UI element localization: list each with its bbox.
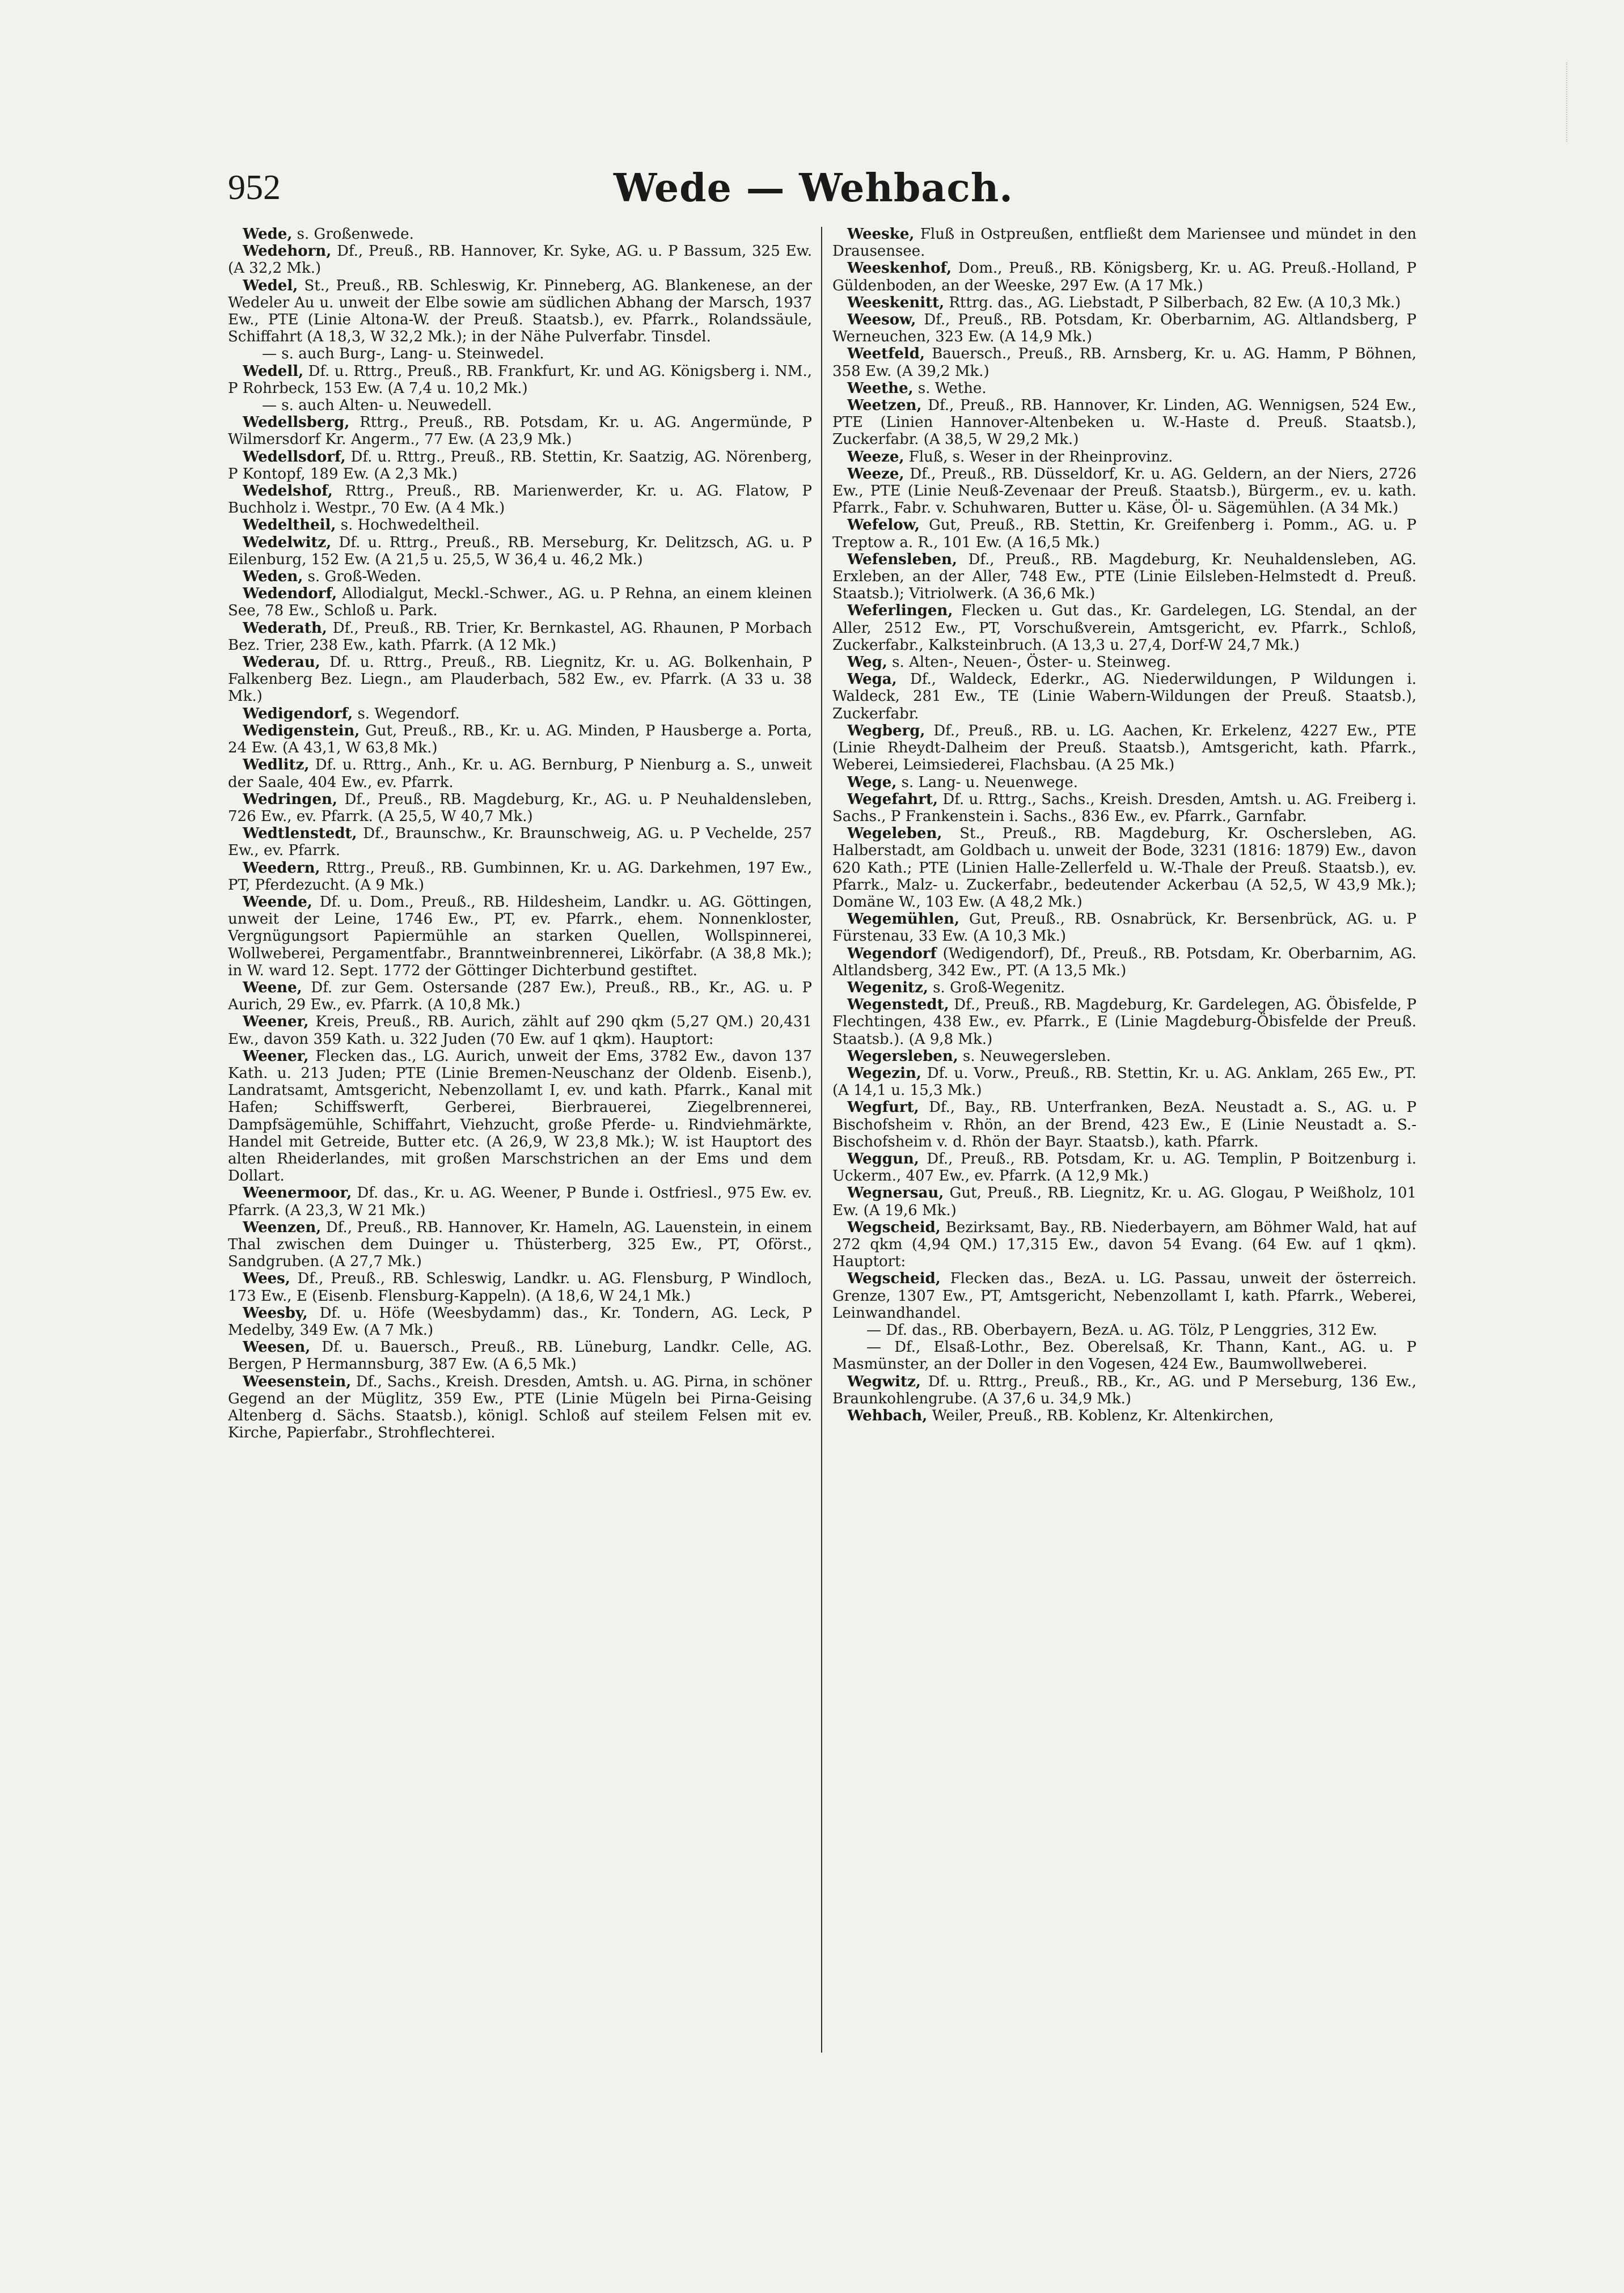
gazetteer-entry [228, 568, 812, 585]
entry-text: s. Lang- u. Neuenwege. [896, 773, 1078, 791]
entry-text: Df. u. Rttrg., Preuß., RB., Kr., AG. und P Merseburg, 136 Ew., Braunkohlengrube. (A 37,6 u. 34,9 Mk.) [832, 1373, 1416, 1407]
gazetteer-entry [832, 774, 1416, 791]
gazetteer-entry [228, 705, 812, 722]
running-head: Wede — Wehbach. [614, 166, 1013, 211]
entry-text: Flecken u. Gut das., Kr. Gardelegen, LG. Stendal, an der Aller, 2512 Ew., PT, Vorschußverein, Amtsgericht, ev. Pfarrk., Schloß, Zuckerfabr., Kalksteinbruch. (A 13,3 u. 27,4, Dorf-W 24,7 Mk.) [832, 602, 1416, 654]
gazetteer-entry [832, 1373, 1416, 1407]
entry-text: Kreis, Preuß., RB. Aurich, zählt auf 290 qkm (5,27 QM.) 20,431 Ew., davon 359 Kath. u. 322 Juden (70 Ew. auf 1 qkm). Hauptort: [228, 1013, 812, 1048]
entry-headword: Wegendorf [847, 945, 937, 962]
gazetteer-entry [228, 277, 812, 346]
entry-headword: Wegersleben, [847, 1047, 958, 1065]
entry-headword: Wees, [243, 1270, 290, 1288]
entry-headword: Wegefahrt, [847, 790, 938, 808]
entry-text: Df., Preuß., RB. Hannover, Kr. Hameln, AG. Lauenstein, in einem Thal zwischen dem Duinger u. Thüsterberg, 325 Ew., PT, Oförst., Sandgruben. (A 27,7 Mk.) [228, 1219, 812, 1271]
entry-headword: Wedringen, [243, 790, 337, 808]
entry-text: Df., Preuß., RB. Magdeburg, Kr., AG. u. P Neuhaldensleben, 726 Ew., ev. Pfarrk. (A 25,5, W 40,7 Mk.) [228, 790, 812, 825]
gazetteer-entry [832, 466, 1416, 517]
gazetteer-entry [832, 791, 1416, 825]
gazetteer-entry [832, 1048, 1416, 1065]
entry-text: Gut, Preuß., RB. Stettin, Kr. Greifenberg i. Pomm., AG. u. P Treptow a. R., 101 Ew. (A 16,5 Mk.) [832, 517, 1416, 551]
gazetteer-entry [832, 294, 1416, 311]
entry-headword: Weg, [847, 654, 887, 671]
entry-text: Gut, Preuß., RB. Osnabrück, Kr. Bersenbrück, AG. u. P Fürstenau, 33 Ew. (A 10,3 Mk.) [832, 911, 1416, 945]
entry-text: Gut, Preuß., RB., Kr. u. AG. Minden, P Hausberge a. Porta, 24 Ew. (A 43,1, W 63,8 Mk.) [228, 722, 812, 757]
gazetteer-entry [228, 1305, 812, 1339]
gazetteer-entry [832, 602, 1416, 654]
entry-headword: Wegberg, [847, 722, 925, 739]
gazetteer-entry [228, 1048, 812, 1185]
entry-headword: Weeze, [847, 465, 904, 483]
entry-text: Fluß, s. Weser in der Rheinprovinz. [904, 448, 1173, 466]
entry-text: Df., Preuß., RB. u. LG. Aachen, Kr. Erkelenz, 4227 Ew., PTE (Linie Rheydt-Dalheim der Preuß. Staatsb.), Amtsgericht, kath. Pfarrk., Weberei, Leimsiederei, Flachsbau. (A 25 Mk.) [832, 722, 1416, 774]
entry-headword: Weesow, [847, 311, 916, 329]
entry-text: Df. u. Rttrg., Preuß., RB. Liegnitz, Kr. u. AG. Bolkenhain, P Falkenberg Bez. Liegn., am Plauderbach, 582 Ew., ev. Pfarrk. (A 33 u. 38 Mk.) [228, 654, 812, 705]
entry-headword: Weende, [243, 893, 312, 911]
entry-text: Bauersch., Preuß., RB. Arnsberg, Kr. u. AG. Hamm, P Böhnen, 358 Ew. (A 39,2 Mk.) [832, 345, 1416, 380]
gazetteer-entry [832, 1065, 1416, 1099]
gazetteer-entry [832, 911, 1416, 945]
entry-text: Bezirksamt, Bay., RB. Niederbayern, am Böhmer Wald, hat auf 272 qkm (4,94 QM.) 17,315 Ew., davon 54 Evang. (64 Ew. auf 1 qkm). Hauptort: [832, 1219, 1416, 1271]
entry-headword: Weggun, [847, 1150, 919, 1167]
entry-headword: Weeske, [847, 226, 915, 243]
entry-text: Df., Preuß., RB. Hannover, Kr. Linden, AG. Wennigsen, 524 Ew., PTE (Linien Hannover-Altenbeken u. W.-Haste d. Preuß. Staatsb.), Zuckerfabr. (A 38,5, W 29,2 Mk.) [832, 397, 1416, 449]
gazetteer-entry [228, 791, 812, 825]
left-column [228, 226, 812, 2063]
entry-text: Rttrg. das., AG. Liebstadt, P Silberbach, 82 Ew. (A 10,3 Mk.) [944, 294, 1401, 311]
entry-text: Df. u. Rttrg., Preuß., RB. Stettin, Kr. Saatzig, AG. Nörenberg, P Kontopf, 189 Ew. (A 2,3 Mk.) [228, 448, 812, 483]
gazetteer-entry [228, 979, 812, 1013]
entry-text: Df., Preuß., RB. Trier, Kr. Bernkastel, AG. Rhaunen, P Morbach Bez. Trier, 238 Ew., kath. Pfarrk. (A 12 Mk.) [228, 619, 812, 654]
entry-text: s. Großenwede. [292, 226, 414, 243]
entry-text: Df. u. Rttrg., Sachs., Kreish. Dresden, Amtsh. u. AG. Freiberg i. Sachs., P Frankenstein i. Sachs., 836 Ew., ev. Pfarrk., Garnfabr. [832, 790, 1416, 825]
gazetteer-entry [832, 517, 1416, 551]
entry-headword: Wedel, [243, 277, 298, 294]
entry-headword: Wedellsberg, [243, 414, 350, 431]
entry-text: Df. u. Rttrg., Anh., Kr. u. AG. Bernburg, P Nienburg a. S., unweit der Saale, 404 Ew., ev. Pfarrk. [228, 756, 812, 791]
entry-headword: Wegenitz, [847, 979, 928, 996]
entry-text: Df. das., Kr. u. AG. Weener, P Bunde i. Ostfriesl., 975 Ew. ev. Pfarrk. (A 23,3, W 21 Mk.) [228, 1184, 812, 1219]
gazetteer-entry [832, 1339, 1416, 1373]
entry-headword: Wedellsdorf, [243, 448, 346, 466]
gazetteer-entry [832, 226, 1416, 260]
entry-headword: Weedern, [243, 859, 320, 877]
entry-text: s. Groß-Weden. [303, 568, 422, 586]
gazetteer-entry [832, 945, 1416, 979]
entry-headword: Weetfeld, [847, 345, 925, 363]
entry-headword: Weesenstein, [243, 1373, 352, 1390]
gazetteer-entry [228, 243, 812, 277]
entry-headword: Wegnersau, [847, 1184, 944, 1202]
entry-text: Flecken das., LG. Aurich, unweit der Ems, 3782 Ew., davon 137 Kath. u. 213 Juden; PTE (Linie Bremen-Neuschanz der Oldenb. Eisenb.), Landratsamt, Amtsgericht, Nebenzollamt I, ev. und kath. Pfarrk., Kanal mit Hafen; Schiffswerft, Gerberei, Bierbrauerei, Ziegelbrennerei, Dampfsägemühle, Schiffahrt, Viehzucht, große Pferde- u. Rindviehmärkte, Handel mit Getreide, Butter etc. (A 26,9, W 23,8 Mk.); W. ist Hauptort des alten Rheiderlandes, mit großen Marschstrichen an der Ems und dem Dollart. [228, 1047, 812, 1185]
entry-headword: Weesby, [243, 1304, 308, 1322]
entry-headword: Wedigendorf, [243, 705, 353, 722]
entry-headword: Weesen, [243, 1339, 311, 1356]
entry-text: Df., Preuß., RB. Düsseldorf, Kr. u. AG. Geldern, an der Niers, 2726 Ew., PTE (Linie Neuß-Zevenaar der Preuß. Staatsb.), Bürgerm., ev. u. kath. Pfarrk., Fabr. v. Schuhwaren, Butter u. Käse, Öl- u. Sägemühlen. (A 34 Mk.) [832, 465, 1416, 517]
entry-headword: Weferlingen, [847, 602, 953, 620]
entry-text: Df. u. Höfe (Weesbydamm) das., Kr. Tondern, AG. Leck, P Medelby, 349 Ew. (A 7 Mk.) [228, 1304, 812, 1339]
gazetteer-entry [228, 397, 812, 414]
entry-text: — Df., Elsaß-Lothr., Bez. Oberelsaß, Kr. Thann, Kant., AG. u. P Masmünster, an der Doller in den Vogesen, 424 Ew., Baumwollweberei. [832, 1339, 1416, 1373]
gazetteer-entry [228, 1184, 812, 1219]
entry-text: Df., Preuß., RB. Magdeburg, Kr. Neuhaldensleben, AG. Erxleben, an der Aller, 748 Ew., PTE (Linie Eilsleben-Helmstedt d. Preuß. Staatsb.); Vitriolwerk. (A 36,6 Mk.) [832, 551, 1416, 603]
gazetteer-entry [228, 534, 812, 568]
gazetteer-entry [228, 1339, 812, 1373]
gazetteer-entry [228, 226, 812, 243]
gazetteer-entry [228, 363, 812, 397]
entry-headword: Weeze, [847, 448, 904, 466]
entry-headword: Wege, [847, 773, 897, 791]
entry-text: Df., Preuß., RB. Magdeburg, Kr. Gardelegen, AG. Öbisfelde, P Flechtingen, 438 Ew., ev. Pfarrk., E (Linie Magdeburg-Öbisfelde der Preuß. Staatsb.). (A 9,8 Mk.) [832, 996, 1416, 1048]
entry-headword: Weener, [243, 1047, 309, 1065]
gazetteer-entry [228, 1270, 812, 1304]
entry-text: Df., Preuß., RB. Potsdam, Kr. u. AG. Templin, P Boitzenburg i. Uckerm., 407 Ew., ev. Pfarrk. (A 12,9 Mk.) [832, 1150, 1416, 1185]
entry-headword: Wedehorn, [243, 243, 332, 260]
entry-headword: Wegwitz, [847, 1373, 921, 1390]
gazetteer-entry [832, 979, 1416, 996]
entry-headword: Wedeltheil, [243, 517, 336, 534]
entry-text: (Wedigendorf), Df., Preuß., RB. Potsdam, Kr. Oberbarnim, AG. Altlandsberg, 342 Ew., PT. (A 13,5 Mk.) [832, 945, 1416, 979]
column-divider [821, 227, 822, 2053]
entry-text: Df., Braunschw., Kr. Braunschweig, AG. u. P Vechelde, 257 Ew., ev. Pfarrk. [228, 825, 812, 860]
entry-text: St., Preuß., RB. Magdeburg, Kr. Oschersleben, AG. Halberstadt, am Goldbach u. unweit der Bode, 3231 (1816: 1879) Ew., davon 620 Kath.; PTE (Linien Halle-Zellerfeld u. W.-Thale der Preuß. Staatsb.), ev. Pfarrk., Malz- u. Zuckerfabr., bedeutender Ackerbau (A 52,5, W 43,9 Mk.); Domäne W., 103 Ew. (A 48,2 Mk.) [832, 825, 1416, 911]
entry-text: Df., Preuß., RB. Potsdam, Kr. Oberbarnim, AG. Altlandsberg, P Werneuchen, 323 Ew. (A 14,9 Mk.) [832, 311, 1416, 346]
entry-headword: Wefensleben, [847, 551, 957, 568]
gazetteer-entry [832, 1150, 1416, 1184]
entry-text: Allodialgut, Meckl.-Schwer., AG. u. P Rehna, an einem kleinen See, 78 Ew., Schloß u. Park. [228, 585, 812, 620]
entry-text: Gut, Preuß., RB. Liegnitz, Kr. u. AG. Glogau, P Weißholz, 101 Ew. (A 19,6 Mk.) [832, 1184, 1416, 1219]
gazetteer-entry [228, 517, 812, 534]
gazetteer-entry [228, 414, 812, 448]
gazetteer-entry [832, 1322, 1416, 1339]
entry-text: Dom., Preuß., RB. Königsberg, Kr. u. AG. Preuß.-Holland, P Güldenboden, an der Weeske, 297 Ew. (A 17 Mk.) [832, 260, 1416, 294]
gazetteer-entry [832, 1219, 1416, 1271]
gazetteer-entry [228, 860, 812, 894]
entry-text: Df., Preuß., RB. Schleswig, Landkr. u. AG. Flensburg, P Windloch, 173 Ew., E (Eisenb. Flensburg-Kappeln). (A 18,6, W 24,1 Mk.) [228, 1270, 812, 1305]
entry-text: Df. u. Dom., Preuß., RB. Hildesheim, Landkr. u. AG. Göttingen, unweit der Leine, 1746 Ew., PT, ev. Pfarrk., ehem. Nonnenkloster, Vergnügungsort Papiermühle an starken Quellen, Wollspinnerei, Wollweberei, Pergamentfabr., Branntweinbrennerei, Likörfabr. (A 38,8 Mk.); in W. ward 12. Sept. 1772 der Göttinger Dichterbund gestiftet. [228, 893, 812, 979]
entry-headword: Wegfurt, [847, 1099, 919, 1116]
page-edge-marks [1566, 62, 1601, 142]
entry-text: Rttrg., Preuß., RB. Potsdam, Kr. u. AG. Angermünde, P Wilmersdorf Kr. Angerm., 77 Ew. (A 23,9 Mk.) [228, 414, 812, 449]
gazetteer-entry [228, 1373, 812, 1442]
entry-headword: Wegezin, [847, 1064, 921, 1082]
entry-text: s. Neuwegersleben. [958, 1047, 1111, 1065]
entry-headword: Wegscheid, [847, 1219, 941, 1236]
entry-headword: Wedendorf, [243, 585, 337, 603]
gazetteer-entry [832, 1099, 1416, 1150]
right-column [832, 226, 1416, 2063]
entry-text: Weiler, Preuß., RB. Koblenz, Kr. Altenkirchen, [927, 1407, 1274, 1425]
gazetteer-entry [832, 449, 1416, 466]
entry-headword: Weener, [243, 1013, 309, 1031]
gazetteer-entry [832, 397, 1416, 449]
gazetteer-entry [228, 825, 812, 859]
entry-text: s. Wethe. [913, 379, 987, 397]
gazetteer-entry [832, 551, 1416, 603]
gazetteer-entry [832, 1184, 1416, 1219]
entry-headword: Wedelshof, [243, 483, 333, 500]
entry-headword: Wederath, [243, 619, 327, 637]
entry-headword: Wega, [847, 671, 897, 688]
gazetteer-entry [832, 825, 1416, 911]
entry-text: s. Wegendorf. [353, 705, 460, 722]
gazetteer-entry [228, 620, 812, 654]
gazetteer-entry [228, 722, 812, 756]
entry-headword: Wedell, [243, 362, 304, 380]
entry-headword: Weethe, [847, 379, 914, 397]
entry-text: Df. u. Bauersch., Preuß., RB. Lüneburg, Landkr. Celle, AG. Bergen, P Hermannsburg, 387 Ew. (A 6,5 Mk.) [228, 1339, 812, 1373]
entry-text: Df. zur Gem. Ostersande (287 Ew.), Preuß., RB., Kr., AG. u. P Aurich, 29 Ew., ev. Pfarrk. (A 10,8 Mk.) [228, 979, 812, 1014]
entry-text: s. Alten-, Neuen-, Öster- u. Steinweg. [887, 654, 1171, 671]
entry-text: Df. u. Rttrg., Preuß., RB. Merseburg, Kr. Delitzsch, AG. u. P Eilenburg, 152 Ew. (A 21,5 u. 25,5, W 36,4 u. 46,2 Mk.) [228, 534, 812, 568]
entry-headword: Weenzen, [243, 1219, 322, 1236]
page-number: 952 [228, 168, 281, 207]
entry-headword: Weden, [243, 568, 303, 586]
gazetteer-entry [228, 449, 812, 483]
gazetteer-entry [832, 380, 1416, 397]
gazetteer-entry [832, 260, 1416, 294]
entry-headword: Weeskenhof, [847, 260, 952, 277]
gazetteer-entry [832, 671, 1416, 722]
gazetteer-entry [228, 1219, 812, 1271]
entry-text: — Df. das., RB. Oberbayern, BezA. u. AG. Tölz, P Lenggries, 312 Ew. [866, 1322, 1377, 1339]
gazetteer-entry [228, 483, 812, 517]
entry-headword: Wegscheid, [847, 1270, 941, 1288]
entry-text: Df. u. Vorw., Preuß., RB. Stettin, Kr. u. AG. Anklam, 265 Ew., PT. (A 14,1 u. 15,3 Mk.) [832, 1064, 1416, 1099]
entry-headword: Wede, [243, 226, 293, 243]
entry-text: Df. u. Rttrg., Preuß., RB. Frankfurt, Kr. und AG. Königsberg i. NM., P Rohrbeck, 153 Ew. (A 7,4 u. 10,2 Mk.) [228, 362, 812, 397]
entry-text: Fluß in Ostpreußen, entfließt dem Mariensee und mündet in den Drausensee. [832, 226, 1416, 260]
entry-headword: Wedelwitz, [243, 534, 332, 551]
entry-text: s. Groß-Wegenitz. [928, 979, 1065, 996]
entry-headword: Wehbach, [847, 1407, 928, 1425]
entry-text: St., Preuß., RB. Schleswig, Kr. Pinneberg, AG. Blankenese, an der Wedeler Au u. unweit der Elbe sowie am südlichen Abhang der Marsch, 1937 Ew., PTE (Linie Altona-W. der Preuß. Staatsb.), ev. Pfarrk., Rolandssäule, Schiffahrt (A 18,3, W 32,2 Mk.); in der Nähe Pulverfabr. Tinsdel. [228, 277, 812, 346]
gazetteer-entry [832, 996, 1416, 1048]
entry-headword: Wegenstedt, [847, 996, 949, 1014]
entry-headword: Weene, [243, 979, 302, 996]
entry-headword: Weeskenitt, [847, 294, 945, 311]
gazetteer-entry [832, 1407, 1416, 1424]
gazetteer-entry [228, 585, 812, 619]
page-header [228, 166, 1399, 220]
gazetteer-entry [228, 654, 812, 705]
entry-headword: Wefelow, [847, 517, 920, 534]
entry-text: Df., Waldeck, Ederkr., AG. Niederwildungen, P Wildungen i. Waldeck, 281 Ew., TE (Linie Wabern-Wildungen der Preuß. Staatsb.), Zuckerfabr. [832, 671, 1416, 722]
entry-text: — s. auch Burg-, Lang- u. Steinwedel. [262, 345, 544, 363]
gazetteer-entry [832, 345, 1416, 379]
entry-headword: Wegemühlen, [847, 911, 960, 928]
entry-text: Df., Preuß., RB. Hannover, Kr. Syke, AG. u. P Bassum, 325 Ew. (A 32,2 Mk.) [228, 243, 812, 277]
gazetteer-entry [228, 345, 812, 362]
entry-text: Rttrg., Preuß., RB. Gumbinnen, Kr. u. AG. Darkehmen, 197 Ew., PT, Pferdezucht. (A 9 Mk.) [228, 859, 812, 894]
entry-text: s. Hochwedeltheil. [336, 517, 480, 534]
gazetteer-entry [832, 722, 1416, 774]
entry-headword: Wedigenstein, [243, 722, 360, 739]
entry-headword: Wedlitz, [243, 756, 310, 774]
gazetteer-entry [832, 654, 1416, 671]
gazetteer-entry [228, 1013, 812, 1047]
entry-text: Flecken das., BezA. u. LG. Passau, unweit der österreich. Grenze, 1307 Ew., PT, Amtsgericht, Nebenzollamt I, kath. Pfarrk., Weberei, Leinwandhandel. [832, 1270, 1416, 1322]
entry-text: — s. auch Alten- u. Neuwedell. [262, 397, 492, 414]
gazetteer-entry [228, 894, 812, 979]
entry-headword: Wederau, [243, 654, 320, 671]
gazetteer-entry [832, 1270, 1416, 1322]
entry-headword: Weenermoor, [243, 1184, 352, 1202]
gazetteer-entry [832, 311, 1416, 345]
entry-text: Rttrg., Preuß., RB. Marienwerder, Kr. u. AG. Flatow, P Buchholz i. Westpr., 70 Ew. (A 4 Mk.) [228, 483, 812, 517]
gazetteer-entry [228, 756, 812, 790]
entry-headword: Weetzen, [847, 397, 922, 414]
entry-text: Df., Sachs., Kreish. Dresden, Amtsh. u. AG. Pirna, in schöner Gegend an der Müglitz, 359 Ew., PTE (Linie Mügeln bei Pirna-Geising Altenberg d. Sächs. Staatsb.), königl. Schloß auf steilem Felsen mit ev. Kirche, Papierfabr., Strohflechterei. [228, 1373, 812, 1442]
entry-text: Df., Bay., RB. Unterfranken, BezA. Neustadt a. S., AG. u. P Bischofsheim v. Rhön, an der Brend, 423 Ew., E (Linie Neustadt a. S.-Bischofsheim v. d. Rhön der Bayr. Staatsb.), kath. Pfarrk. [832, 1099, 1416, 1150]
entry-headword: Wedtlenstedt, [243, 825, 357, 843]
entry-headword: Wegeleben, [847, 825, 942, 843]
